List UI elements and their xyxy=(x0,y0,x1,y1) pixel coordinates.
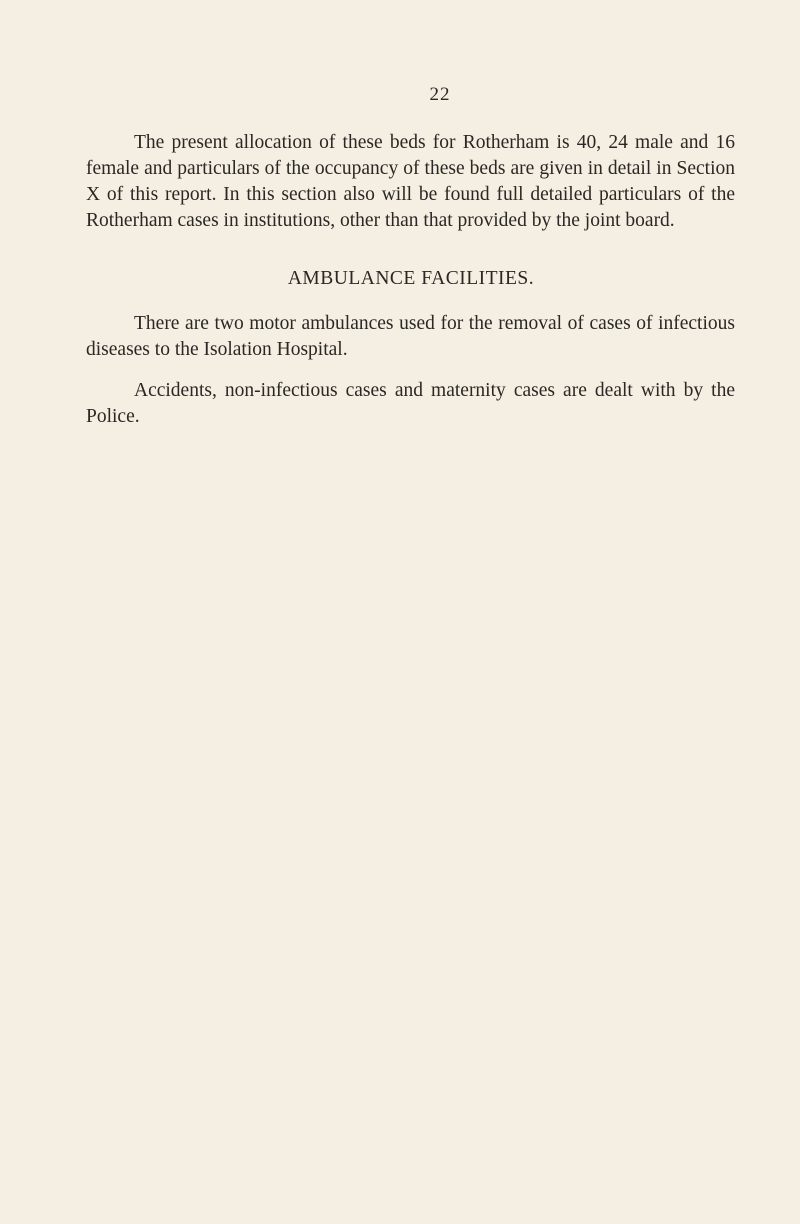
page-number: 22 xyxy=(429,84,451,105)
paragraph-motor-ambulances: There are two motor ambulances used for the removal of cases of infectious diseases to the Isolation Hospital. xyxy=(86,313,735,360)
paragraph-accidents: Accidents, non-infectious cases and maternity cases are dealt with by the Police. xyxy=(86,380,735,427)
paragraph-bed-allocation: The present allocation of these beds for Rotherham is 40, 24 male and 16 female and particulars of the occupancy of these beds are given in detail in Section X of this report. In this section also will be found full detailed particulars of the Rotherham cases in institutions, other than that provided by the joint board. xyxy=(86,132,735,231)
section-heading: AMBULANCE FACILITIES. xyxy=(287,268,535,289)
